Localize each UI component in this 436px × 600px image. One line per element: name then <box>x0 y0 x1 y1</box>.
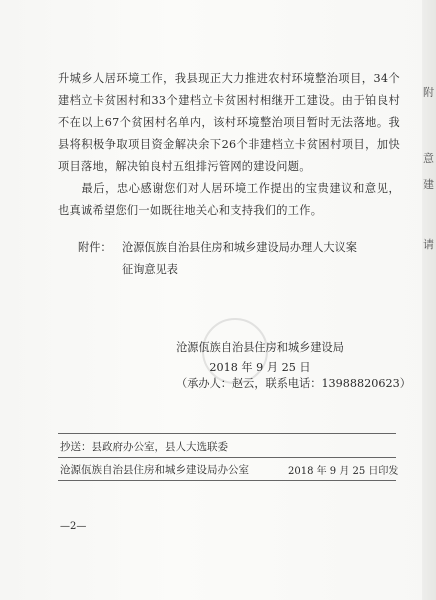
attachment-note <box>78 237 398 281</box>
cc-line: 抄送：县政府办公室，县人大选联委 <box>60 441 228 453</box>
signing-date: 2018 年 9 月 25 日 <box>209 361 311 374</box>
signature-block <box>140 338 380 378</box>
adjacent-page-edge <box>422 0 436 600</box>
attachment-title-line-1: 沧源佤族自治县住房和城乡建设局办理人大议案 <box>122 241 357 254</box>
body-paragraph-1: 升城乡人居环境工作，我县现正大力推进农村环境整治项目，34个建档立卡贫困村和33个建档立卡贫困村相继开工建设。由于铂良村不在以上67个贫困村名单内，该村环境整治项目暂时无法落地。我县将积极争取项目资金解决余下26个非建档立卡贫困村项目，加快项目落地，解决铂良村五组排污管网的建设问题。 <box>58 72 400 173</box>
attachment-title-line-2: 征询意见表 <box>122 263 178 276</box>
divider-bottom <box>58 480 396 481</box>
body-text <box>58 68 400 222</box>
print-date: 2018 年 9 月 25 日印发 <box>288 466 399 477</box>
edge-char-4: 请 <box>423 238 434 251</box>
signing-organization: 沧源佤族自治县住房和城乡建设局 <box>176 341 344 354</box>
divider-top <box>58 433 396 434</box>
edge-char-2: 意 <box>423 152 434 165</box>
attachment-label: 附件： <box>78 241 112 254</box>
page-number: —2— <box>60 521 87 532</box>
contact-info: （承办人：赵云，联系电话：13988820623） <box>176 377 411 390</box>
edge-char-1: 附 <box>423 86 434 99</box>
body-paragraph-2: 最后，忠心感谢您们对人居环境工作提出的宝贵建议和意见，也真诚希望您们一如既往地关心和支持我们的工作。 <box>58 182 400 217</box>
edge-char-3: 建 <box>423 178 434 191</box>
divider-middle <box>58 457 396 458</box>
issuing-office: 沧源佤族自治县住房和城乡建设局办公室 <box>60 464 249 476</box>
